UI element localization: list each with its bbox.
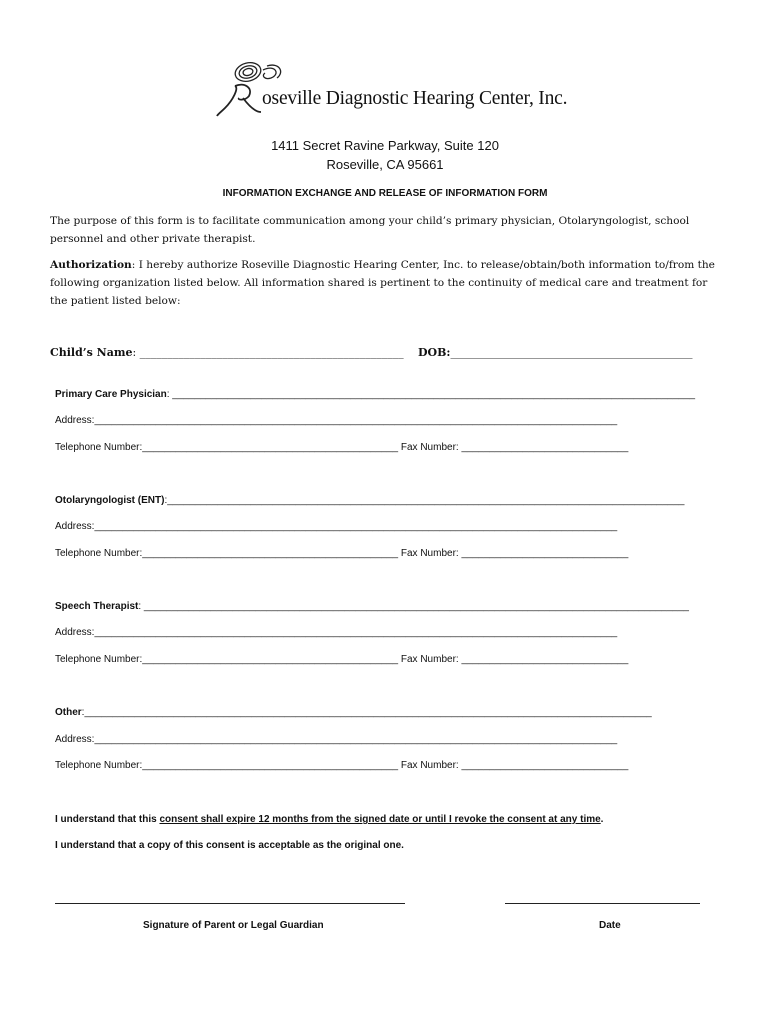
other-label: Other [55,707,82,718]
consent-expiry-statement [55,814,603,825]
other-field[interactable] [55,707,652,718]
consent-underlined: consent shall expire 12 months from the signed date or until I revoke the consent at any time [159,814,601,825]
ent-phone-fax-field[interactable]: Telephone Number:______________________________________________ Fax Number: ______________________________ [55,548,629,559]
logo-r-stroke-icon [217,85,261,116]
consent-pre: I understand that this [55,814,160,825]
speech-phone-fax-field[interactable]: Telephone Number:______________________________________________ Fax Number: ______________________________ [55,654,629,665]
authorization-label: Authorization [50,259,132,271]
dob-field[interactable] [418,346,692,359]
speech-address-field[interactable]: Address:______________________________________________________________________________________________ [55,627,618,638]
primary-care-physician-label: Primary Care Physician [55,389,167,400]
parent-signature-line[interactable] [55,903,405,904]
pcp-address-field[interactable]: Address:______________________________________________________________________________________________ [55,415,618,426]
org-name: oseville Diagnostic Hearing Center, Inc. [262,88,568,109]
primary-care-physician-field[interactable] [55,389,695,400]
parent-signature-label: Signature of Parent or Legal Guardian [143,920,324,931]
authorization-paragraph [50,256,720,310]
purpose-paragraph: The purpose of this form is to facilitate communication among your child’s primary physician, Otolaryngologist, school personnel and other private therapist. [50,215,690,245]
other-address-field[interactable]: Address:______________________________________________________________________________________________ [55,734,618,745]
ent-field[interactable] [55,495,684,506]
child-name-label: Child’s Name [50,346,133,359]
pcp-phone-fax-field[interactable]: Telephone Number:______________________________________________ Fax Number: ______________________________ [55,442,629,453]
ent-blank[interactable]: :_____________________________________________________________________________________________ [164,495,685,506]
consent-copy-statement: I understand that a copy of this consent is acceptable as the original one. [55,840,404,851]
dob-blank[interactable]: ____________________________________________ [450,346,693,359]
form-title: INFORMATION EXCHANGE AND RELEASE OF INFORMATION FORM [222,188,548,199]
consent-post: . [600,814,604,825]
child-name-field[interactable] [50,346,404,359]
child-name-blank[interactable]: : ________________________________________________ [132,346,404,359]
address-line-1: 1411 Secret Ravine Parkway, Suite 120 [271,138,499,153]
speech-therapist-field[interactable] [55,601,689,612]
authorization-text: : I hereby authorize Roseville Diagnostic Hearing Center, Inc. to release/obtain/both information to/from the following organization listed below. All information shared is pertinent to the continuity of medical care and treatment for the patient listed below: [50,259,715,307]
primary-care-physician-blank[interactable]: : ______________________________________________________________________________________________ [166,389,696,400]
other-blank[interactable]: :______________________________________________________________________________________________________ [81,707,652,718]
ent-label: Otolaryngologist (ENT) [55,495,165,506]
date-signature-line[interactable] [505,903,700,904]
date-label: Date [599,920,621,931]
swirl-emblem-icon [233,60,281,84]
dob-label: DOB: [418,346,451,359]
address-line-2: Roseville, CA 95661 [326,157,444,172]
speech-therapist-label: Speech Therapist [55,601,139,612]
other-phone-fax-field[interactable]: Telephone Number:______________________________________________ Fax Number: ______________________________ [55,760,629,771]
ent-address-field[interactable]: Address:______________________________________________________________________________________________ [55,521,618,532]
speech-therapist-blank[interactable]: : __________________________________________________________________________________________________ [138,601,689,612]
